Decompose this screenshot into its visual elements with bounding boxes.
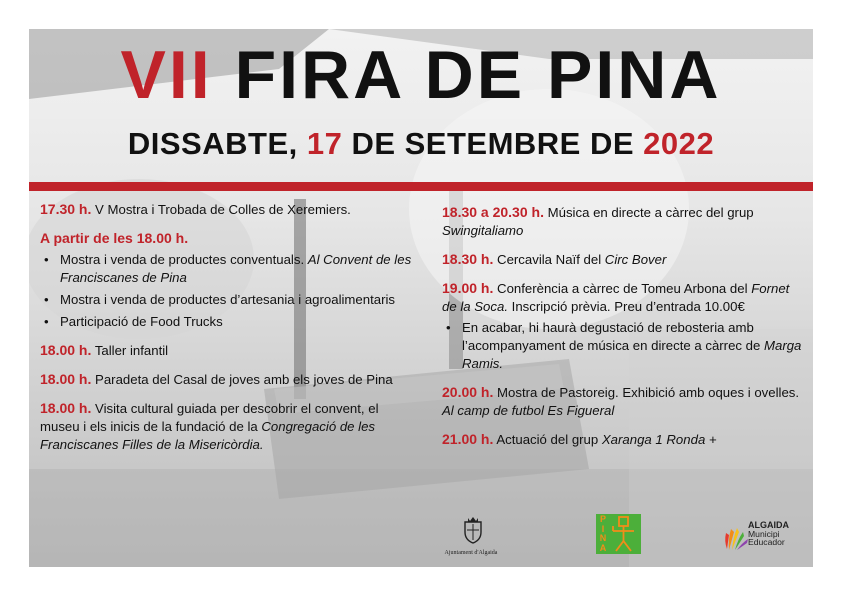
schedule-item — [442, 430, 807, 449]
event-performer: Swingitaliamo — [442, 223, 524, 238]
list-item — [40, 313, 420, 331]
schedule-item — [442, 250, 807, 269]
schedule-item — [40, 341, 420, 360]
event-time: 17.30 h. — [40, 201, 92, 217]
event-performer: Marga Ramis. — [462, 338, 802, 371]
event-location: Al Convent de les Franciscanes de Pina — [60, 252, 412, 285]
date-day: 17 — [306, 126, 343, 161]
event-text: Taller infantil — [94, 343, 169, 358]
list-item — [40, 251, 420, 287]
event-text: Visita cultural guiada per descobrir el convent, el museu i els inicis de la fundació de la — [40, 401, 379, 434]
event-text: En acabar, hi haurà degustació de rebosteria amb l’acompanyament de música en directe a càrrec de — [462, 320, 761, 353]
coat-of-arms-icon — [461, 516, 485, 544]
event-date — [29, 124, 813, 164]
event-title — [29, 35, 813, 115]
schedule-item — [442, 203, 807, 240]
title-text: FIRA DE PINA — [234, 37, 722, 113]
date-year: 2022 — [643, 126, 715, 161]
event-text: Paradeta del Casal de joves amb els joves de Pina — [95, 372, 393, 387]
algaida-line2: Educador — [748, 537, 785, 548]
event-text: Música en directe a càrrec del grup — [547, 205, 754, 220]
schedule-item — [40, 229, 420, 331]
event-time: 18.30 a 20.30 h. — [442, 204, 544, 220]
pina-letter: P — [599, 514, 606, 524]
event-text: Actuació del grup — [496, 432, 599, 447]
pina-letter: N — [599, 533, 607, 543]
event-performer: Xaranga 1 Ronda + — [601, 432, 717, 447]
event-text: Participació de Food Trucks — [60, 314, 223, 329]
algaida-name: ALGAIDA — [748, 520, 789, 530]
schedule-left — [40, 200, 420, 464]
schedule-item — [40, 200, 420, 219]
event-time: 18.00 h. — [40, 342, 92, 358]
ajuntament-name: Ajuntament d'Algaida — [444, 550, 498, 556]
schedule-right — [442, 203, 807, 459]
list-item — [40, 291, 420, 309]
event-time: 20.00 h. — [442, 384, 494, 400]
event-performer: Fornet de la Soca. — [442, 281, 790, 314]
event-time: 18.00 h. — [40, 371, 92, 387]
bullet-list — [442, 319, 807, 373]
algaida-line1: Municipi — [748, 528, 780, 539]
date-weekday: DISSABTE, — [127, 126, 307, 161]
poster — [29, 29, 813, 567]
algaida-text — [748, 521, 789, 547]
event-text: Mostra de Pastoreig. Exhibició amb oques i ovelles. — [497, 385, 800, 400]
pina-letters — [599, 515, 607, 553]
event-performer: Circ Bover — [604, 252, 667, 267]
event-time: 21.00 h. — [442, 431, 494, 447]
schedule-item — [442, 279, 807, 373]
list-item — [442, 319, 807, 373]
pina-letter: I — [601, 523, 605, 534]
event-text: V Mostra i Trobada de Colles de Xeremiers. — [95, 202, 351, 217]
red-divider — [29, 182, 813, 191]
event-location: Al camp de futbol Es Figueral — [442, 403, 615, 418]
event-text: Mostra i venda de productes conventuals. — [60, 252, 305, 267]
event-text: Conferència a càrrec de Tomeu Arbona del — [497, 281, 748, 296]
date-month: DE SETEMBRE DE — [342, 126, 644, 161]
figure-icon — [609, 515, 639, 553]
event-text: Cercavila Naïf del — [497, 252, 602, 267]
hands-icon — [723, 523, 749, 553]
event-time: 19.00 h. — [442, 280, 494, 296]
event-time: 18.00 h. — [40, 400, 92, 416]
pina-logo — [596, 514, 641, 554]
ajuntament-logo — [442, 516, 504, 560]
event-note: Inscripció prèvia. Preu d’entrada 10.00€ — [511, 299, 745, 314]
schedule-item — [40, 399, 420, 454]
event-text: Mostra i venda de productes d’artesania i agroalimentaris — [60, 292, 395, 307]
event-time: A partir de les 18.00 h. — [40, 230, 189, 246]
bullet-list — [40, 251, 420, 331]
event-location: Congregació de les Franciscanes Filles de la Misericòrdia. — [40, 419, 376, 452]
pina-letter: A — [599, 542, 607, 553]
schedule-item — [442, 383, 807, 420]
event-time: 18.30 h. — [442, 251, 494, 267]
title-roman-numeral: VII — [120, 37, 213, 113]
schedule-item — [40, 370, 420, 389]
algaida-educador-logo — [723, 521, 813, 555]
